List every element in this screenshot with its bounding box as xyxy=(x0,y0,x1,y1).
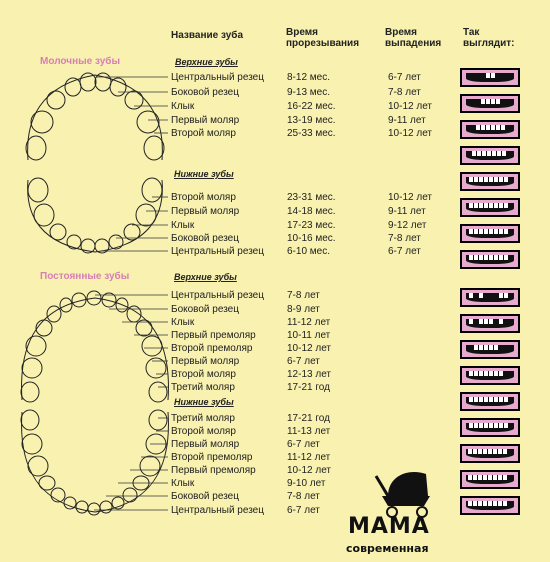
tooth-name: Первый моляр xyxy=(171,439,240,450)
header-shedding: Время выпадения xyxy=(385,27,442,49)
eruption-time: 6-7 лет xyxy=(287,356,320,367)
shedding-time: 9-11 лет xyxy=(388,206,426,217)
baby-teeth-thumbnails xyxy=(460,68,520,276)
shedding-time: 10-12 лет xyxy=(388,128,432,139)
shedding-time: 9-11 лет xyxy=(388,115,426,126)
mouth-thumbnail xyxy=(460,120,520,139)
eruption-time: 25-33 мес. xyxy=(287,128,336,139)
shedding-time: 10-12 лет xyxy=(388,192,432,203)
mouth-thumbnail xyxy=(460,392,520,411)
shedding-time: 7-8 лет xyxy=(388,233,421,244)
tooth-name: Второй моляр xyxy=(171,128,236,139)
baby-upper-teeth xyxy=(26,73,164,160)
tooth-name: Второй моляр xyxy=(171,369,236,380)
permanent-lower-title: Нижние зубы xyxy=(174,397,234,407)
mouth-thumbnail xyxy=(460,444,520,463)
permanent-upper-teeth xyxy=(21,291,167,402)
tooth-name: Боковой резец xyxy=(171,233,239,244)
mouth-thumbnail xyxy=(460,496,520,515)
header-looks: Так выглядит: xyxy=(463,27,515,49)
leader-lines xyxy=(94,77,168,510)
permanent-upper-jaw-outline xyxy=(22,298,169,400)
mouth-thumbnail xyxy=(460,172,520,191)
tooth-name: Второй премоляр xyxy=(171,452,253,463)
eruption-time: 6-7 лет xyxy=(287,505,320,516)
tooth-name: Первый премоляр xyxy=(171,465,256,476)
eruption-time: 10-16 мес. xyxy=(287,233,336,244)
tooth-name: Боковой резец xyxy=(171,304,239,315)
eruption-time: 8-9 лет xyxy=(287,304,320,315)
permanent-upper-title: Верхние зубы xyxy=(174,272,237,282)
permanent-teeth-thumbnails xyxy=(460,288,520,522)
tooth-name: Клык xyxy=(171,101,195,112)
tooth-name: Третий моляр xyxy=(171,413,235,424)
tooth-name: Центральный резец xyxy=(171,290,264,301)
eruption-time: 17-21 год xyxy=(287,382,330,393)
eruption-time: 14-18 мес. xyxy=(287,206,336,217)
mouth-thumbnail xyxy=(460,314,520,333)
tooth-name: Первый премоляр xyxy=(171,330,256,341)
eruption-time: 11-12 лет xyxy=(287,317,331,328)
tooth-name: Клык xyxy=(171,317,195,328)
shedding-time: 6-7 лет xyxy=(388,246,421,257)
shedding-time: 7-8 лет xyxy=(388,87,421,98)
baby-lower-teeth xyxy=(28,178,162,253)
eruption-time: 13-19 мес. xyxy=(287,115,336,126)
mouth-thumbnail xyxy=(460,340,520,359)
tooth-name: Центральный резец xyxy=(171,72,264,83)
header-name: Название зуба xyxy=(171,30,244,41)
mouth-thumbnail xyxy=(460,224,520,243)
baby-lower-title: Нижние зубы xyxy=(174,169,234,179)
tooth-name: Центральный резец xyxy=(171,505,264,516)
tooth-name: Боковой резец xyxy=(171,87,239,98)
eruption-time: 23-31 мес. xyxy=(287,192,336,203)
eruption-time: 7-8 лет xyxy=(287,491,320,502)
eruption-time: 12-13 лет xyxy=(287,369,331,380)
header-eruption: Время прорезывания xyxy=(286,27,360,49)
eruption-time: 9-10 лет xyxy=(287,478,326,489)
mouth-thumbnail xyxy=(460,366,520,385)
mouth-thumbnail xyxy=(460,68,520,87)
tooth-name: Первый моляр xyxy=(171,356,240,367)
eruption-time: 10-12 лет xyxy=(287,465,331,476)
eruption-time: 7-8 лет xyxy=(287,290,320,301)
tooth-name: Второй премоляр xyxy=(171,343,253,354)
shedding-time: 10-12 лет xyxy=(388,101,432,112)
permanent-lower-jaw-outline xyxy=(22,412,169,512)
shedding-time: 6-7 лет xyxy=(388,72,421,83)
tooth-name: Первый моляр xyxy=(171,206,240,217)
mouth-thumbnail xyxy=(460,470,520,489)
baby-upper-jaw-outline xyxy=(28,75,163,160)
eruption-time: 6-7 лет xyxy=(287,439,320,450)
eruption-time: 6-10 мес. xyxy=(287,246,331,257)
mouth-thumbnail xyxy=(460,418,520,437)
tooth-name: Клык xyxy=(171,478,195,489)
tooth-name: Второй моляр xyxy=(171,192,236,203)
eruption-time: 17-21 год xyxy=(287,413,330,424)
eruption-time: 11-12 лет xyxy=(287,452,331,463)
eruption-time: 9-13 мес. xyxy=(287,87,331,98)
tooth-name: Первый моляр xyxy=(171,115,240,126)
permanent-teeth-title: Постоянные зубы xyxy=(40,271,130,282)
stroller-logo-icon xyxy=(368,466,438,518)
logo-subtitle: современная xyxy=(346,542,429,555)
tooth-name: Боковой резец xyxy=(171,491,239,502)
mouth-thumbnail xyxy=(460,288,520,307)
eruption-time: 8-12 мес. xyxy=(287,72,331,83)
mouth-thumbnail xyxy=(460,250,520,269)
mouth-thumbnail xyxy=(460,94,520,113)
baby-teeth-title: Молочные зубы xyxy=(40,56,120,67)
logo-title: МАМА xyxy=(348,514,430,539)
eruption-time: 16-22 мес. xyxy=(287,101,336,112)
tooth-name: Центральный резец xyxy=(171,246,264,257)
tooth-name: Третий моляр xyxy=(171,382,235,393)
baby-upper-title: Верхние зубы xyxy=(175,57,238,67)
tooth-name: Второй моляр xyxy=(171,426,236,437)
eruption-time: 10-11 лет xyxy=(287,330,331,341)
mouth-thumbnail xyxy=(460,198,520,217)
shedding-time: 9-12 лет xyxy=(388,220,427,231)
eruption-time: 10-12 лет xyxy=(287,343,331,354)
mouth-thumbnail xyxy=(460,146,520,165)
permanent-lower-teeth xyxy=(21,410,167,515)
eruption-time: 17-23 мес. xyxy=(287,220,336,231)
eruption-time: 11-13 лет xyxy=(287,426,331,437)
tooth-name: Клык xyxy=(171,220,195,231)
